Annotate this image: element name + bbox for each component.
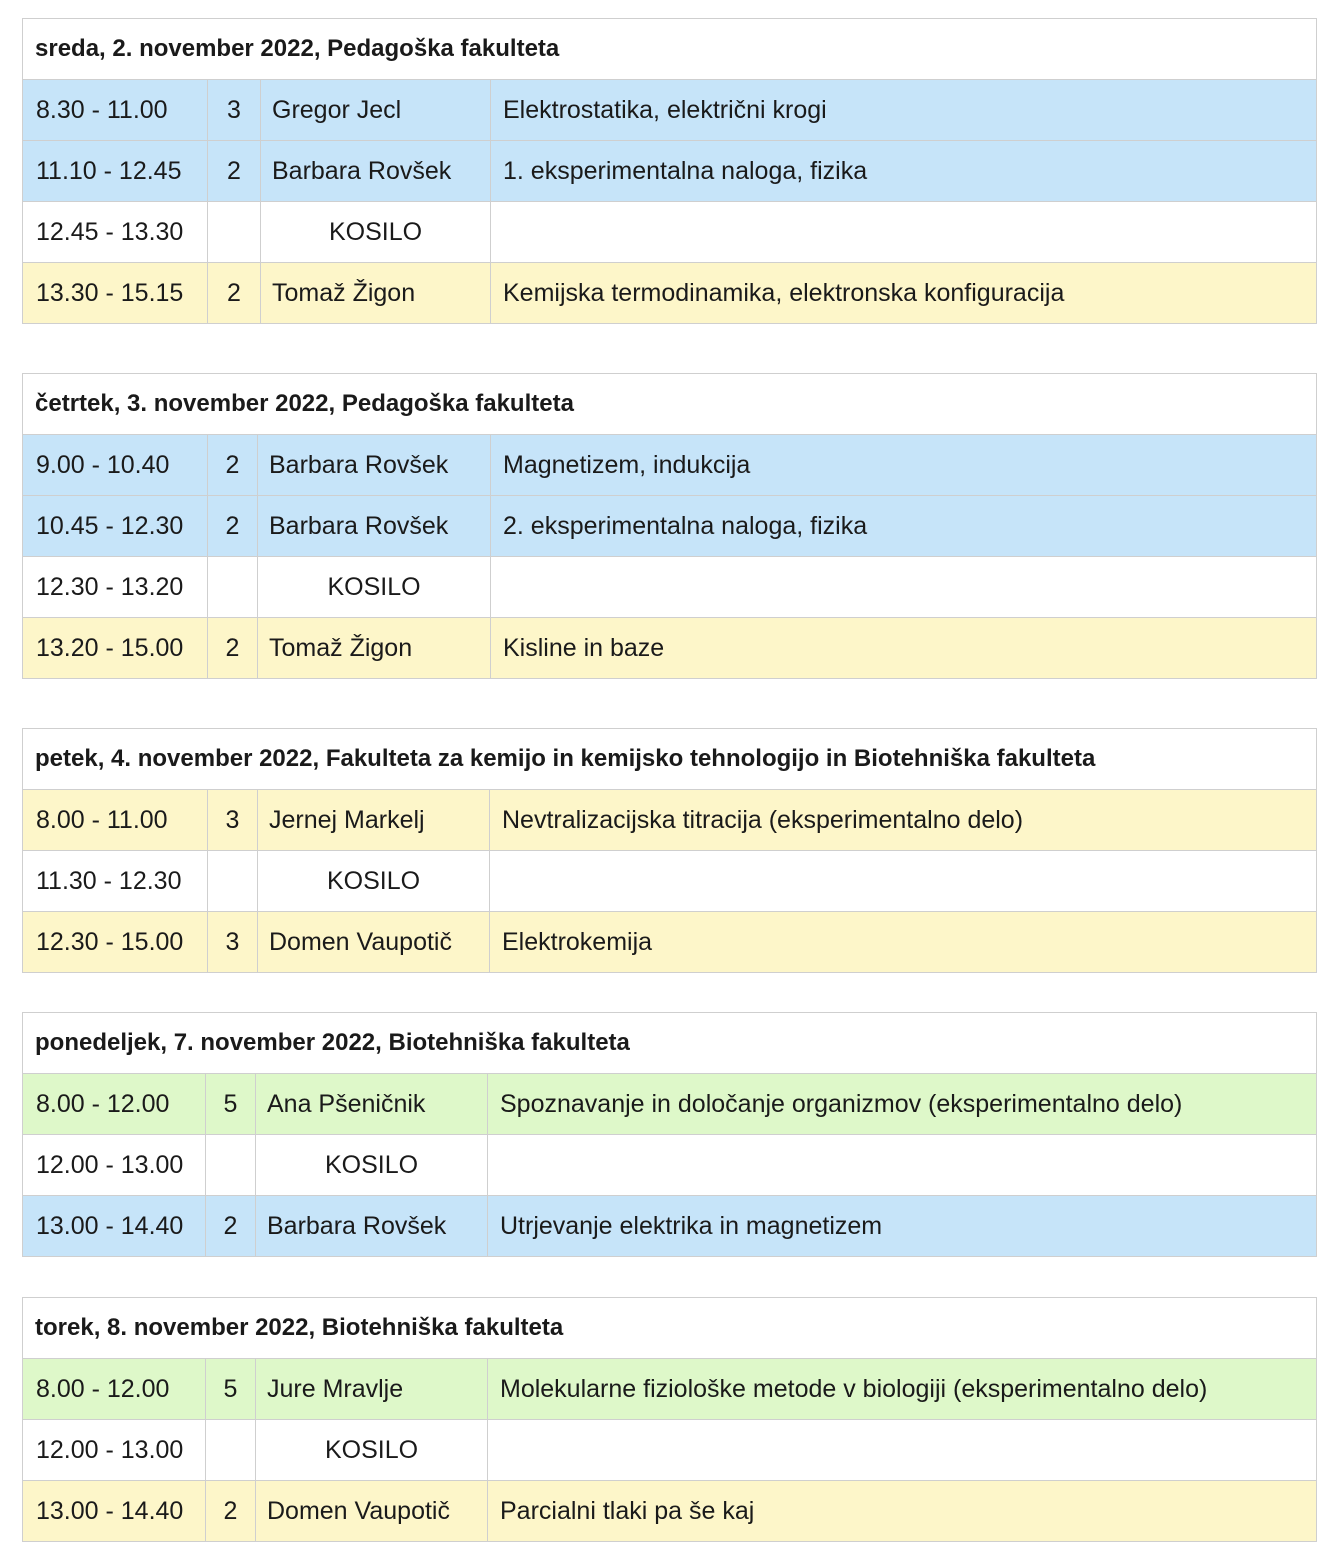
- time-cell: 8.00 - 12.00: [23, 1074, 206, 1135]
- topic-cell: [488, 1420, 1317, 1481]
- time-cell: 11.30 - 12.30: [23, 851, 208, 912]
- day-header: torek, 8. november 2022, Biotehniška fakulteta: [23, 1298, 1317, 1359]
- lecturer-cell: Barbara Rovšek: [261, 141, 491, 202]
- lecturer-cell: Barbara Rovšek: [258, 496, 491, 557]
- lecturer-cell: Tomaž Žigon: [261, 263, 491, 324]
- lunch-row: [23, 851, 1317, 912]
- topic-cell: 1. eksperimentalna naloga, fizika: [491, 141, 1317, 202]
- topic-cell: [490, 851, 1317, 912]
- schedule-row: [23, 1196, 1317, 1257]
- hours-cell: 3: [208, 80, 261, 141]
- schedule-row: [23, 618, 1317, 679]
- lecturer-cell: Gregor Jecl: [261, 80, 491, 141]
- lunch-row: [23, 557, 1317, 618]
- hours-cell: 2: [206, 1481, 256, 1542]
- lecturer-cell: Tomaž Žigon: [258, 618, 491, 679]
- hours-cell: [206, 1135, 256, 1196]
- day-table-friday: [22, 728, 1317, 973]
- topic-cell: 2. eksperimentalna naloga, fizika: [491, 496, 1317, 557]
- topic-cell: Kisline in baze: [491, 618, 1317, 679]
- time-cell: 12.30 - 15.00: [23, 912, 208, 973]
- day-header-row: [23, 729, 1317, 790]
- time-cell: 13.00 - 14.40: [23, 1481, 206, 1542]
- lecturer-cell: Jernej Markelj: [258, 790, 490, 851]
- lecturer-cell: Domen Vaupotič: [258, 912, 490, 973]
- topic-cell: [491, 557, 1317, 618]
- hours-cell: 2: [208, 496, 258, 557]
- hours-cell: 2: [206, 1196, 256, 1257]
- hours-cell: 2: [208, 435, 258, 496]
- hours-cell: 2: [208, 141, 261, 202]
- topic-cell: Elektrokemija: [490, 912, 1317, 973]
- topic-cell: Spoznavanje in določanje organizmov (eksperimentalno delo): [488, 1074, 1317, 1135]
- hours-cell: 5: [206, 1074, 256, 1135]
- lunch-row: [23, 1135, 1317, 1196]
- topic-cell: Magnetizem, indukcija: [491, 435, 1317, 496]
- hours-cell: 3: [208, 790, 258, 851]
- lunch-label: KOSILO: [261, 202, 491, 263]
- lecturer-cell: Domen Vaupotič: [256, 1481, 488, 1542]
- day-header: petek, 4. november 2022, Fakulteta za kemijo in kemijsko tehnologijo in Biotehniška fakulteta: [23, 729, 1317, 790]
- hours-cell: [206, 1420, 256, 1481]
- lunch-label: KOSILO: [258, 557, 491, 618]
- lecturer-cell: Barbara Rovšek: [256, 1196, 488, 1257]
- topic-cell: Nevtralizacijska titracija (eksperimentalno delo): [490, 790, 1317, 851]
- schedule-row: [23, 790, 1317, 851]
- time-cell: 11.10 - 12.45: [23, 141, 208, 202]
- lunch-row: [23, 1420, 1317, 1481]
- lecturer-cell: Barbara Rovšek: [258, 435, 491, 496]
- lunch-label: KOSILO: [256, 1420, 488, 1481]
- hours-cell: [208, 557, 258, 618]
- hours-cell: [208, 851, 258, 912]
- time-cell: 13.20 - 15.00: [23, 618, 208, 679]
- schedule-row: [23, 141, 1317, 202]
- lunch-label: KOSILO: [256, 1135, 488, 1196]
- time-cell: 12.45 - 13.30: [23, 202, 208, 263]
- hours-cell: [208, 202, 261, 263]
- day-header-row: [23, 1013, 1317, 1074]
- topic-cell: [488, 1135, 1317, 1196]
- time-cell: 8.00 - 11.00: [23, 790, 208, 851]
- schedule-row: [23, 80, 1317, 141]
- schedule-row: [23, 1074, 1317, 1135]
- time-cell: 12.00 - 13.00: [23, 1135, 206, 1196]
- schedule-row: [23, 912, 1317, 973]
- schedule-row: [23, 263, 1317, 324]
- hours-cell: 2: [208, 263, 261, 324]
- day-header-row: [23, 374, 1317, 435]
- hours-cell: 5: [206, 1359, 256, 1420]
- lecturer-cell: Ana Pšeničnik: [256, 1074, 488, 1135]
- day-header-row: [23, 1298, 1317, 1359]
- topic-cell: [491, 202, 1317, 263]
- time-cell: 13.00 - 14.40: [23, 1196, 206, 1257]
- day-header-row: [23, 19, 1317, 80]
- time-cell: 12.30 - 13.20: [23, 557, 208, 618]
- schedule-row: [23, 1481, 1317, 1542]
- time-cell: 13.30 - 15.15: [23, 263, 208, 324]
- day-header: ponedeljek, 7. november 2022, Biotehniška fakulteta: [23, 1013, 1317, 1074]
- lunch-label: KOSILO: [258, 851, 490, 912]
- time-cell: 8.30 - 11.00: [23, 80, 208, 141]
- day-table-monday: [22, 1012, 1317, 1257]
- time-cell: 12.00 - 13.00: [23, 1420, 206, 1481]
- topic-cell: Utrjevanje elektrika in magnetizem: [488, 1196, 1317, 1257]
- topic-cell: Elektrostatika, električni krogi: [491, 80, 1317, 141]
- hours-cell: 2: [208, 618, 258, 679]
- topic-cell: Molekularne fiziološke metode v biologiji (eksperimentalno delo): [488, 1359, 1317, 1420]
- hours-cell: 3: [208, 912, 258, 973]
- schedule-row: [23, 1359, 1317, 1420]
- day-table-thursday: [22, 373, 1317, 679]
- time-cell: 8.00 - 12.00: [23, 1359, 206, 1420]
- day-header: četrtek, 3. november 2022, Pedagoška fakulteta: [23, 374, 1317, 435]
- day-header: sreda, 2. november 2022, Pedagoška fakulteta: [23, 19, 1317, 80]
- topic-cell: Parcialni tlaki pa še kaj: [488, 1481, 1317, 1542]
- day-table-wednesday: [22, 18, 1317, 324]
- time-cell: 9.00 - 10.40: [23, 435, 208, 496]
- time-cell: 10.45 - 12.30: [23, 496, 208, 557]
- schedule-row: [23, 435, 1317, 496]
- topic-cell: Kemijska termodinamika, elektronska konfiguracija: [491, 263, 1317, 324]
- schedule-row: [23, 496, 1317, 557]
- day-table-tuesday: [22, 1297, 1317, 1542]
- lunch-row: [23, 202, 1317, 263]
- lecturer-cell: Jure Mravlje: [256, 1359, 488, 1420]
